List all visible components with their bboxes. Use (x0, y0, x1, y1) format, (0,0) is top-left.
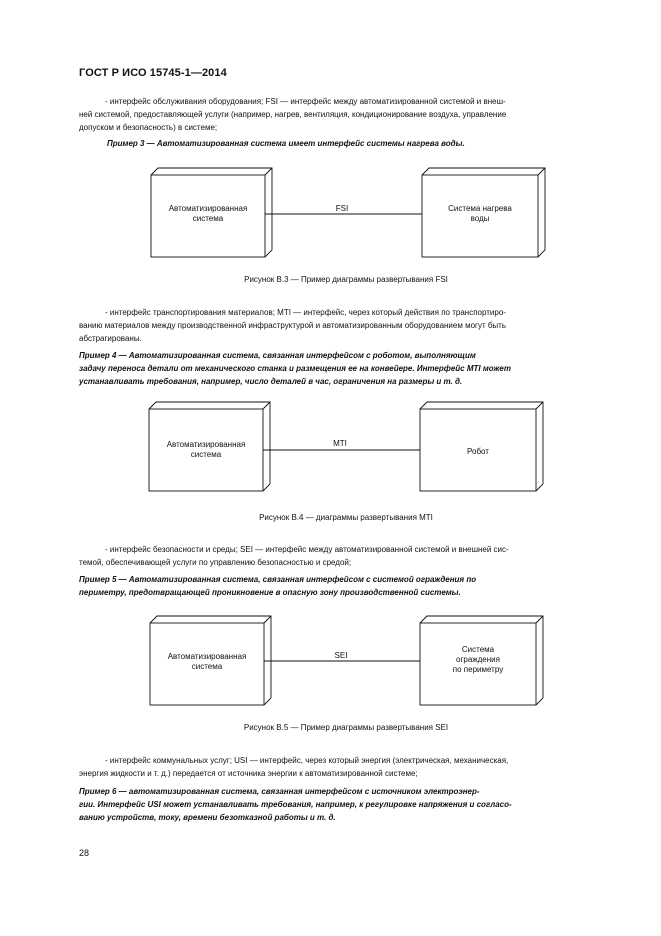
example-6 (79, 785, 613, 824)
right-node-label-line2: воды (470, 214, 490, 223)
example-line: устанавливать требования, например, число деталей в час, ограничения на размеры и т. д. (79, 377, 463, 386)
right-node-edge (538, 168, 545, 175)
right-node-label-line3: по периметру (452, 665, 504, 674)
right-node-label-line1: Система нагрева (448, 204, 512, 213)
diagram-fsi (0, 160, 661, 260)
right-node (420, 402, 543, 491)
left-node (149, 402, 270, 491)
paragraph-line: - интерфейс транспортирования материалов; MTI — интерфейс, через который действия по транспортиро- (105, 308, 506, 317)
left-node-edge (265, 168, 272, 175)
diagram-sei (0, 610, 661, 710)
example-line: задачу переноса детали от механического станка и размещения ее на конвейере. Интерфейс MTI может (79, 364, 511, 373)
document-header: ГОСТ Р ИСО 15745-1—2014 (79, 67, 227, 79)
left-node-label-line1: Автоматизированная (168, 204, 248, 213)
left-node-edge (264, 616, 271, 623)
right-node-edge (536, 402, 543, 409)
paragraph-mti (79, 306, 613, 345)
left-node-label-line2: система (190, 450, 222, 459)
right-node (422, 168, 545, 257)
left-node-label-line1: Автоматизированная (166, 440, 246, 449)
left-node (151, 168, 272, 257)
example-4 (79, 349, 613, 388)
example-line: гии. Интерфейс USI может устанавливать требования, например, к регулировке напряжения и согласо- (79, 800, 512, 809)
paragraph-line: энергия жидкости и т. д.) передается от источника энергии к автоматизированной системе; (79, 769, 418, 778)
example-line: Пример 4 — Автоматизированная система, связанная интерфейсом с роботом, выполняющим (79, 351, 476, 360)
right-node-label-line2: ограждения (456, 655, 500, 664)
left-node-label-line1: Автоматизированная (167, 652, 247, 661)
interface-label: MTI (333, 439, 347, 448)
paragraph-line: - интерфейс безопасности и среды; SEI — интерфейс между автоматизированной системой и внешней сис- (105, 545, 509, 554)
paragraph-usi (79, 754, 613, 780)
example-line: Пример 5 — Автоматизированная система, связанная интерфейсом с системой ограждения по (79, 575, 477, 584)
paragraph-line: допуском и безопасность) в системе; (79, 123, 218, 132)
example-line: Пример 6 — автоматизированная система, связанная интерфейсом с источником электроэнер- (79, 787, 480, 796)
example-5 (79, 573, 613, 599)
paragraph-fsi (79, 95, 613, 134)
paragraph-sei (79, 543, 613, 569)
page-number: 28 (79, 848, 90, 858)
right-node (420, 616, 543, 705)
left-node-edge (263, 402, 270, 409)
paragraph-line: - интерфейс коммунальных услуг; USI — интерфейс, через который энергия (электрическая, механическая, (105, 756, 509, 765)
right-node-label-line1: Робот (467, 447, 489, 456)
right-node-edge (536, 616, 543, 623)
left-node (150, 616, 271, 705)
interface-label: FSI (335, 204, 349, 213)
interface-label: SEI (334, 651, 348, 660)
paragraph-line: ванию материалов между производственной инфраструктурой и автоматизированным оборудованием могут быть (79, 321, 506, 330)
diagram-mti (0, 396, 661, 496)
figure-caption-b4: Рисунок В.4 — диаграммы развертывания MTI (259, 513, 433, 522)
paragraph-line: ней системой, предоставляющей услуги (например, нагрев, вентиляция, кондиционирование воздуха, управление (79, 110, 507, 119)
example-line: периметру, предотвращающей проникновение в опасную зону производственной системы. (79, 588, 461, 597)
example-3 (107, 137, 613, 150)
paragraph-line: темой, обеспечивающей услуги по управлению безопасностью и средой; (79, 558, 352, 567)
figure-caption-b5: Рисунок В.5 — Пример диаграммы развертывания SEI (243, 723, 449, 732)
paragraph-line: - интерфейс обслуживания оборудования; FSI — интерфейс между автоматизированной системой и внеш- (105, 97, 506, 106)
figure-caption-b3: Рисунок В.3 — Пример диаграммы развертывания FSI (244, 275, 448, 284)
right-node-label-line1: Система (461, 645, 495, 654)
paragraph-line: абстрагированы. (79, 334, 142, 343)
left-node-label-line2: система (192, 214, 224, 223)
example-line: Пример 3 — Автоматизированная система имеет интерфейс системы нагрева воды. (107, 139, 465, 148)
right-node-box (420, 623, 536, 705)
example-line: ванию устройств, току, времени безотказной работы и т. д. (79, 813, 336, 822)
left-node-label-line2: система (191, 662, 223, 671)
